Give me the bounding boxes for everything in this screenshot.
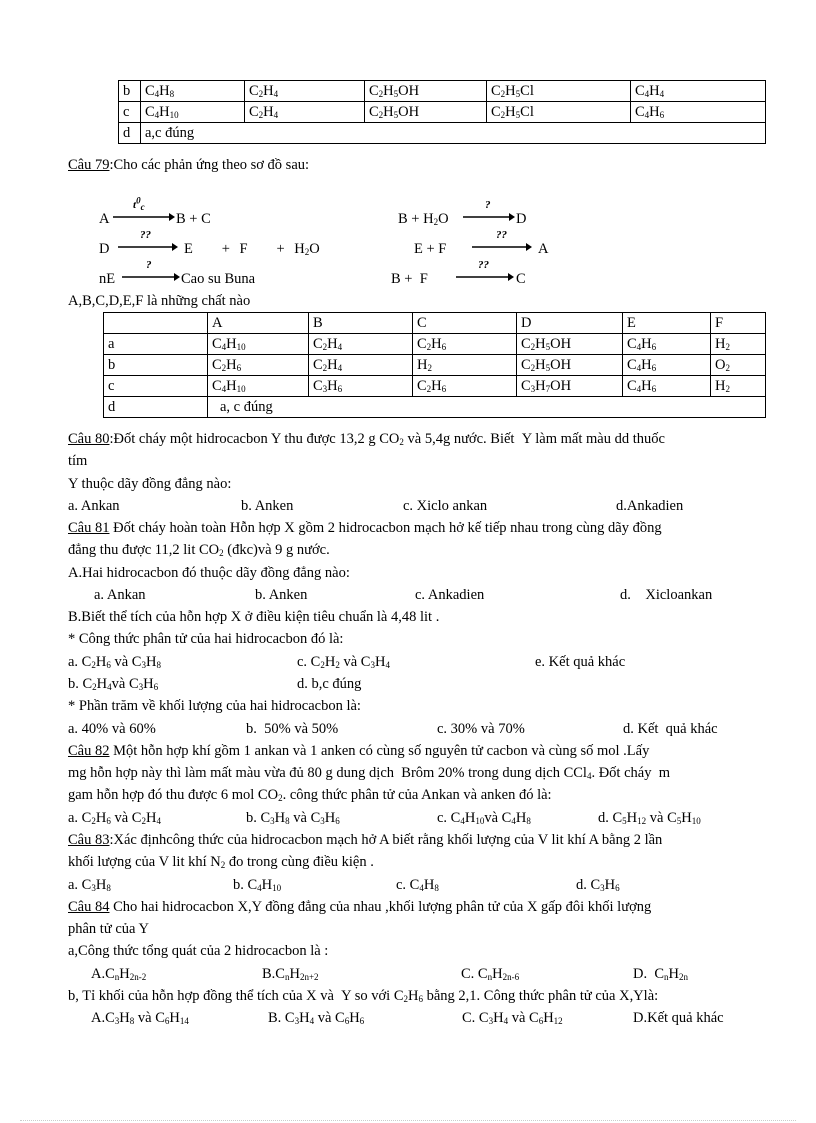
part-b: B.Biết thể tích của hỗn hợp X ở điều kiện tiêu chuẩn là 4,48 lit . [68, 609, 440, 625]
reaction-4-left: E + F [414, 241, 447, 257]
table-cell: $C_2H_5Cl$ [487, 102, 631, 123]
reaction-6-right: C [516, 271, 526, 287]
reaction-5-right: Cao su Buna [181, 271, 256, 287]
option-a: a. $C_3H_8$ [68, 877, 111, 893]
table-cell: $C_2H_6$ [413, 376, 517, 397]
table-row [119, 123, 766, 144]
table-cell: $C_2H_6$ [208, 355, 309, 376]
question-text: Cho hai hidrocacbon X,Y đồng đẳng của nhau ,khối lượng phân tử của X gấp đôi khối lượng [109, 899, 652, 915]
table-cell: $C_4H_6$ [623, 355, 711, 376]
option-b: B. $C_3H_4$ và $C_6H_6$ [268, 1010, 365, 1026]
table-cell: c [104, 376, 208, 397]
option-a: a. $C_2H_6$ và $C_3H_8$ [68, 654, 161, 670]
reaction-2-right: D [516, 211, 527, 227]
table-cell: $C_4H_{10}$ [141, 102, 245, 123]
table-row [119, 102, 766, 123]
table-cell: $C_4H_{10}$ [208, 334, 309, 355]
option-b: b. Anken [255, 587, 308, 603]
table-cell: $C_2H_4$ [245, 81, 365, 102]
table-row [119, 81, 766, 102]
reaction-5-left: nE [99, 271, 116, 287]
table-cell: $C_4H_4$ [631, 81, 766, 102]
table-cell: $C_4H_6$ [623, 334, 711, 355]
table-cell: $H_2$ [711, 376, 766, 397]
table-cell: $C_4H_8$ [141, 81, 245, 102]
reaction-1-left: A [99, 211, 110, 227]
table-header-cell: B [309, 313, 413, 334]
option-b: b. $C_2H_4và$ $C_3H_6$ [68, 676, 159, 692]
table-cell: $C_2H_4$ [309, 334, 413, 355]
arrow-icon: ? [122, 269, 180, 283]
question-84 [68, 898, 651, 916]
question-80: Câu 80:Đốt cháy một hidrocacbon Y thu được 13,2 g $CO_2$ và 5,4g nước. Biết Y làm mất màu dd thuốc [68, 431, 665, 447]
table-header-cell: F [711, 313, 766, 334]
option-d: D. $C_nH_{2n}$ [633, 966, 689, 982]
option-c: C. $C_nH_{2n-6}$ [461, 966, 520, 982]
table-cell: $C_2H_5OH$ [517, 355, 623, 376]
table-cell: $H_2$ [413, 355, 517, 376]
option-b: b. Anken [241, 498, 294, 514]
table-cell: $C_2H_5OH$ [365, 102, 487, 123]
table-cell: $O_2$ [711, 355, 766, 376]
option-e: e. Kết quả khác [535, 654, 626, 670]
question-label: Câu 80 [68, 431, 110, 447]
table-cell: a [104, 334, 208, 355]
option-c: c. $C_4H_{10}và$ $C_4H_8$ [437, 810, 531, 826]
table-cell: $C_2H_5OH$ [517, 334, 623, 355]
question-text: gam hỗn hợp đó thu được 6 mol $CO_2$. công thức phân tử của Ankan và anken đó là: [68, 787, 552, 803]
question-text: phân tử của Y [68, 921, 150, 937]
option-b: b. $C_4H_{10}$ [233, 877, 282, 893]
question-text: tím [68, 453, 88, 469]
answer-table-79 [103, 312, 766, 418]
table-cell: b [119, 81, 141, 102]
table-header-cell: E [623, 313, 711, 334]
option-a: $A.C_nH_{2n-2}$ [91, 966, 147, 982]
table-cell: $C_4H_6$ [631, 102, 766, 123]
option-c: c. 30% và 70% [437, 721, 525, 737]
table-row [104, 313, 766, 334]
reaction-2-left: $B + H_2O$ [398, 211, 449, 227]
table-row [104, 376, 766, 397]
question-text: khối lượng của V lit khí $N_2$ đo trong cùng điều kiện . [68, 854, 374, 870]
question-text: mg hỗn hợp này thì làm mất màu vừa đủ 80 g dung dịch Brôm 20% trong dung dịch CCl$_4$. Đốt cháy m [68, 765, 670, 781]
table-cell: $C_2H_6$ [413, 334, 517, 355]
question-text: Đốt cháy hoàn toàn Hỗn hợp X gồm 2 hidrocacbon mạch hở kế tiếp nhau trong cùng dãy đồng [109, 520, 662, 536]
question-text: :Xác địnhcông thức của hidrocacbon mạch hở A biết rằng khối lượng của V lit khí A bằng 2 lần [109, 832, 663, 848]
table-cell: d [119, 123, 141, 144]
table-cell: a, c đúng [208, 397, 766, 418]
table-header-cell: C [413, 313, 517, 334]
option-d: d. Kết quả khác [623, 721, 718, 737]
question-text: Y thuộc dãy đồng đẳng nào: [68, 476, 232, 492]
question-label: Câu 82 [68, 743, 110, 759]
option-d: d. b,c đúng [297, 676, 362, 692]
question-83 [68, 831, 662, 849]
option-a: a. Ankan [68, 498, 120, 514]
option-a: a. Ankan [94, 587, 146, 603]
part-a: a,Công thức tổng quát của 2 hidrocacbon là : [68, 943, 329, 959]
table-cell: $C_4H_{10}$ [208, 376, 309, 397]
option-a: a. 40% và 60% [68, 721, 156, 737]
option-a: a. $C_2H_6$ và $C_2H_4$ [68, 810, 161, 826]
table-cell: $C_3H_6$ [309, 376, 413, 397]
option-d: d. Xicloankan [620, 587, 713, 603]
page-bottom-divider [20, 1120, 796, 1121]
option-d: d.Ankadien [616, 498, 684, 514]
table-row [104, 397, 766, 418]
option-c: C. $C_3H_4$ và $C_6H_{12}$ [462, 1010, 563, 1026]
part-b: b, Tỉ khối của hỗn hợp đồng thể tích của X và Y so với $C_2H_6$ bằng 2,1. Công thức phân tử của X,Ylà: [68, 988, 659, 1004]
question-text: đẳng thu được 11,2 lit $CO_2$ (đkc)và 9 g nước. [68, 542, 330, 558]
table-row [104, 355, 766, 376]
table-cell: $H_2$ [711, 334, 766, 355]
option-c: c. Ankadien [415, 587, 485, 603]
answer-table-78 [118, 80, 766, 144]
part-b-1: * Công thức phân tử của hai hidrocacbon đó là: [68, 631, 344, 647]
table-cell: b [104, 355, 208, 376]
reaction-4-right: A [538, 241, 549, 257]
reaction-1-right: B + C [176, 211, 211, 227]
part-b-2: * Phần trăm về khối lượng của hai hidrocacbon là: [68, 698, 361, 714]
question-79 [68, 156, 309, 174]
option-b: b. 50% và 50% [246, 721, 339, 737]
arrow-icon: ? [463, 209, 515, 223]
arrow-icon: ?? [472, 239, 532, 253]
table-cell: $C_2H_4$ [245, 102, 365, 123]
table-cell: $C_2H_5Cl$ [487, 81, 631, 102]
table-row [104, 334, 766, 355]
option-d: D.Kết quả khác [633, 1010, 724, 1026]
option-c: c. Xiclo ankan [403, 498, 488, 514]
reaction-3-left: D [99, 241, 110, 257]
arrow-icon: ?? [118, 239, 178, 253]
reaction-3-right: $E + F + H_2O$ [184, 241, 320, 257]
option-c: c. $C_2H_2$ và $C_3H_4$ [297, 654, 390, 670]
table-header-cell: D [517, 313, 623, 334]
question-81 [68, 519, 662, 537]
reaction-6-left: B + F [391, 271, 428, 287]
question-text: :Cho các phản ứng theo sơ đồ sau: [109, 157, 310, 173]
arrow-icon: $t^0_c$ [113, 209, 175, 223]
option-b: b. $C_3H_8$ và $C_3H_6$ [246, 810, 340, 826]
option-c: c. $C_4H_8$ [396, 877, 439, 893]
table-cell: $C_3H_7OH$ [517, 376, 623, 397]
option-d: d. $C_3H_6$ [576, 877, 620, 893]
question-label: Câu 79 [68, 157, 110, 173]
table-cell: $C_2H_4$ [309, 355, 413, 376]
part-a: A.Hai hidrocacbon đó thuộc dãy đồng đẳng nào: [68, 565, 350, 581]
option-b: $B.C_nH_{2n+2}$ [262, 966, 319, 982]
question-label: Câu 81 [68, 520, 110, 536]
question-label: Câu 84 [68, 899, 110, 915]
table-cell: $C_4H_6$ [623, 376, 711, 397]
option-a: $A.C_3H_8$ và $C_6H_{14}$ [91, 1010, 189, 1026]
question-label: Câu 83 [68, 832, 110, 848]
table-cell: a,c đúng [141, 123, 766, 144]
option-d: d. $C_5H_{12}$ và $C_5H_{10}$ [598, 810, 701, 826]
question-text: Một hỗn hợp khí gồm 1 ankan và 1 anken có cùng số nguyên tử cacbon và cùng số mol .Lấy [109, 743, 650, 759]
table-header-cell [104, 313, 208, 334]
table-cell: c [119, 102, 141, 123]
arrow-icon: ?? [456, 269, 514, 283]
table-cell: d [104, 397, 208, 418]
question-79-prompt: A,B,C,D,E,F là những chất nào [68, 293, 251, 309]
table-cell: $C_2H_5OH$ [365, 81, 487, 102]
table-header-cell: A [208, 313, 309, 334]
question-82 [68, 742, 649, 760]
